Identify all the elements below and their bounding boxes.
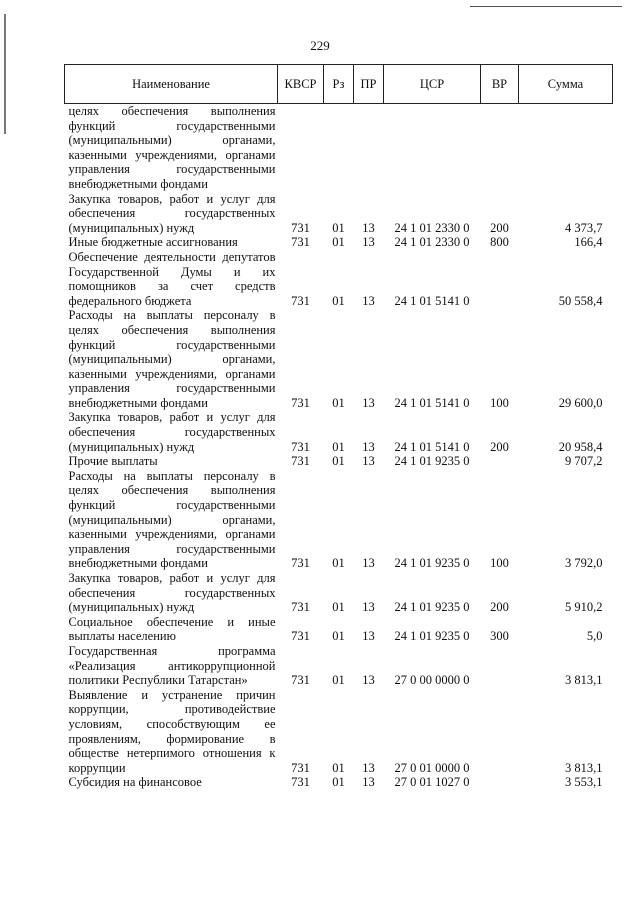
cell-pr: 13 (362, 775, 375, 790)
table-row (65, 454, 613, 469)
cell-pr: 13 (362, 673, 375, 688)
table-row (65, 235, 613, 250)
cell-name: Государственная программа «Реализация антикоррупционной политики Республики Татарстан» (68, 643, 276, 688)
cell-name: Расходы на выплаты персоналу в целях обеспечения выполнения функций государственными (муниципальными) органами, казенными учреждениями, органами управления государственными внебюджетными фондами (68, 308, 276, 410)
cell-pr: 13 (362, 439, 375, 454)
cell-kvsr: 731 (291, 775, 310, 790)
cell-sum: 5,0 (586, 629, 603, 644)
cell-vr: 200 (490, 439, 509, 454)
cell-name: Социальное обеспечение и иные выплаты населению (68, 614, 276, 644)
cell-pr: 13 (362, 629, 375, 644)
cell-vr: 200 (490, 600, 509, 615)
cell-rz: 01 (332, 600, 345, 615)
cell-csr: 24 1 01 5141 0 (394, 395, 470, 410)
column-header-kvsr: КВСР (278, 65, 324, 104)
cell-csr: 24 1 01 9235 0 (394, 454, 470, 469)
cell-rz: 01 (332, 629, 345, 644)
cell-vr: 100 (490, 556, 509, 571)
cell-csr: 27 0 01 1027 0 (394, 775, 470, 790)
column-header-rz: Рз (324, 65, 354, 104)
cell-rz: 01 (332, 439, 345, 454)
column-header-vr: ВР (481, 65, 519, 104)
cell-name: Расходы на выплаты персоналу в целях обеспечения выполнения функций государственными (муниципальными) органами, казенными учреждениями, органами управления государственными внебюджетными фондами (68, 468, 276, 571)
cell-csr: 24 1 01 9235 0 (394, 556, 470, 571)
page-number: 229 (310, 38, 330, 53)
cell-name: Выявление и устранение причин коррупции, противодействие условиям, способствующим ее проявлениям, формирование в обществе нетерпимого отношения к коррупции (68, 687, 276, 775)
cell-sum: 3 813,1 (565, 673, 603, 688)
cell-name: Закупка товаров, работ и услуг для обеспечения государственных (муниципальных) нужд (68, 191, 276, 235)
cell-sum: 166,4 (574, 235, 603, 250)
cell-pr: 13 (362, 220, 375, 235)
column-header-name: Наименование (65, 65, 278, 104)
cell-pr: 13 (362, 235, 375, 250)
cell-rz: 01 (332, 235, 345, 250)
cell-kvsr: 731 (291, 220, 310, 235)
cell-kvsr: 731 (291, 439, 310, 454)
cell-kvsr: 731 (291, 760, 310, 775)
table-row (65, 615, 613, 644)
cell-pr: 13 (362, 556, 375, 571)
cell-rz (324, 104, 354, 192)
cell-sum: 3 792,0 (565, 556, 603, 571)
table-row (65, 308, 613, 410)
budget-table (64, 64, 613, 790)
cell-vr (481, 454, 519, 469)
cell-kvsr: 731 (291, 293, 310, 308)
cell-pr: 13 (362, 600, 375, 615)
cell-csr: 24 1 01 5141 0 (394, 293, 470, 308)
cell-csr: 24 1 01 9235 0 (394, 600, 470, 615)
table-header (65, 65, 613, 104)
table-row (65, 644, 613, 688)
cell-vr (481, 775, 519, 790)
cell-rz: 01 (332, 454, 345, 469)
cell-sum (519, 104, 613, 192)
cell-pr: 13 (362, 760, 375, 775)
column-header-sum: Сумма (519, 65, 613, 104)
cell-pr (354, 104, 384, 192)
cell-sum: 5 910,2 (565, 600, 603, 615)
cell-kvsr: 731 (291, 629, 310, 644)
cell-name: Прочие выплаты (68, 454, 158, 469)
table-row (65, 571, 613, 615)
cell-kvsr: 731 (291, 235, 310, 250)
table-row (65, 250, 613, 308)
cell-sum: 50 558,4 (558, 293, 603, 308)
cell-rz: 01 (332, 556, 345, 571)
scan-edge-line (4, 14, 6, 134)
cell-csr (384, 104, 481, 192)
column-header-csr: ЦСР (384, 65, 481, 104)
column-header-pr: ПР (354, 65, 384, 104)
cell-name: Закупка товаров, работ и услуг для обеспечения государственных (муниципальных) нужд (68, 571, 276, 615)
table-row (65, 192, 613, 236)
cell-sum: 20 958,4 (558, 439, 603, 454)
cell-rz: 01 (332, 760, 345, 775)
cell-sum: 3 813,1 (565, 760, 603, 775)
cell-rz: 01 (332, 220, 345, 235)
cell-csr: 27 0 00 0000 0 (394, 673, 470, 688)
cell-sum: 9 707,2 (565, 454, 603, 469)
cell-rz: 01 (332, 293, 345, 308)
cell-name: целях обеспечения выполнения функций государственными (муниципальными) органами, казенными учреждениями, органами управления государственными внебюджетными фондами (68, 104, 276, 191)
cell-pr: 13 (362, 395, 375, 410)
cell-rz: 01 (332, 673, 345, 688)
cell-name: Субсидия на финансовое (68, 775, 202, 790)
cell-name: Иные бюджетные ассигнования (68, 235, 238, 250)
cell-vr: 200 (490, 220, 509, 235)
cell-pr: 13 (362, 454, 375, 469)
cell-csr: 24 1 01 5141 0 (394, 439, 470, 454)
cell-pr: 13 (362, 293, 375, 308)
cell-sum: 29 600,0 (558, 395, 603, 410)
cell-rz: 01 (332, 395, 345, 410)
cell-vr (481, 644, 519, 688)
table-body (65, 104, 613, 790)
cell-kvsr: 731 (291, 454, 310, 469)
table-row (65, 469, 613, 571)
cell-name: Закупка товаров, работ и услуг для обеспечения государственных (муниципальных) нужд (68, 410, 276, 454)
cell-csr: 24 1 01 9235 0 (394, 629, 470, 644)
table-row (65, 410, 613, 454)
cell-sum: 3 553,1 (565, 775, 603, 790)
cell-vr (481, 250, 519, 308)
cell-kvsr: 731 (291, 673, 310, 688)
cell-vr: 100 (490, 395, 509, 410)
cell-rz: 01 (332, 775, 345, 790)
cell-csr: 24 1 01 2330 0 (394, 235, 470, 250)
cell-kvsr: 731 (291, 395, 310, 410)
table-row (65, 104, 613, 192)
cell-csr: 27 0 01 0000 0 (394, 760, 470, 775)
cell-vr: 300 (490, 629, 509, 644)
cell-sum: 4 373,7 (565, 220, 603, 235)
cell-kvsr (278, 104, 324, 192)
cell-csr: 24 1 01 2330 0 (394, 220, 470, 235)
cell-vr: 800 (490, 235, 509, 250)
cell-kvsr: 731 (291, 556, 310, 571)
cell-kvsr: 731 (291, 600, 310, 615)
table-row (65, 775, 613, 790)
cell-vr (481, 688, 519, 776)
cell-vr (481, 104, 519, 192)
scan-edge-line (470, 6, 622, 7)
table-row (65, 688, 613, 776)
cell-name: Обеспечение деятельности депутатов Государственной Думы и их помощников за счет средств федерального бюджета (68, 249, 276, 308)
